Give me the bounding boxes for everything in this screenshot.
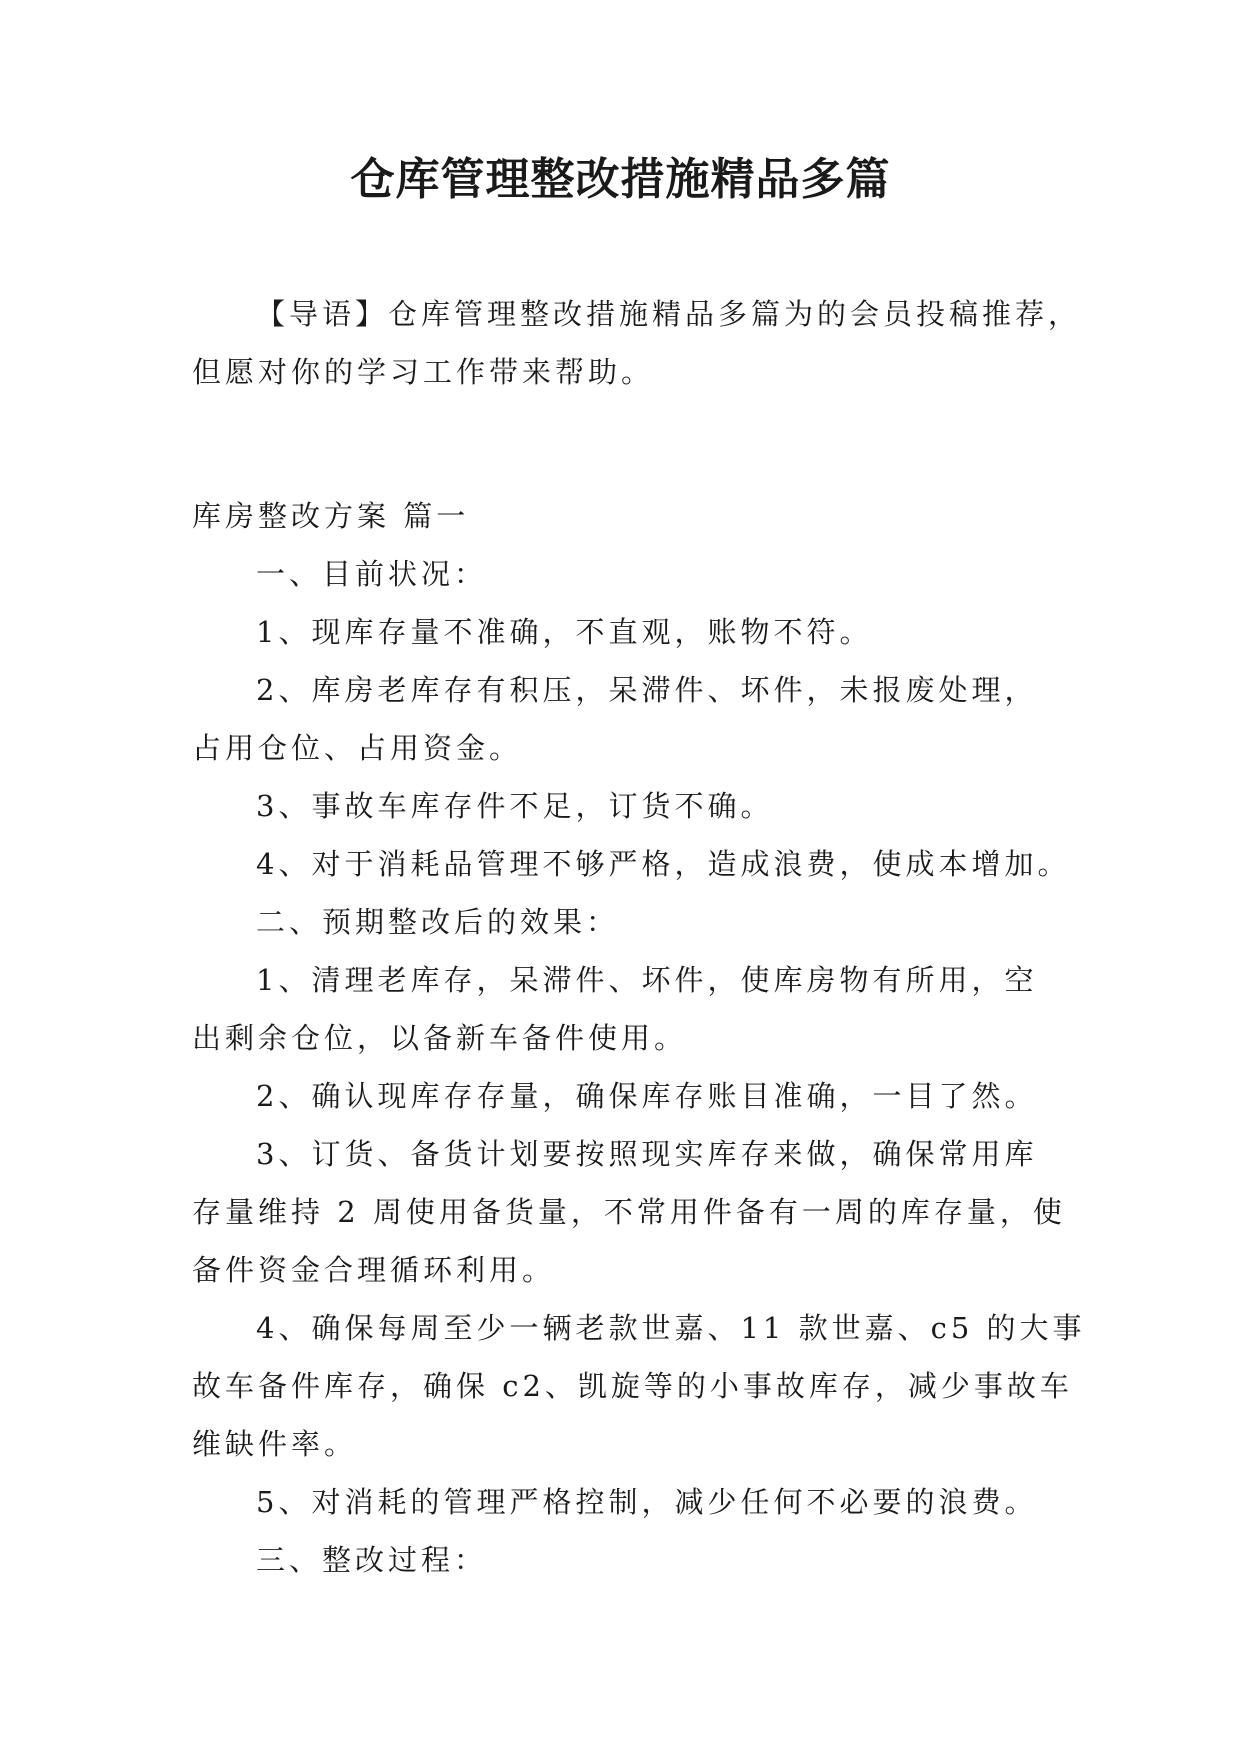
intro-line-2: 但愿对你的学习工作带来帮助。 (192, 355, 655, 389)
part1-item-4: 4、对于消耗品管理不够严格，造成浪费，使成本增加。 (256, 847, 1071, 881)
part1-item-1: 1、现库存量不准确，不直观，账物不符。 (256, 615, 873, 649)
part2-item-5: 5、对消耗的管理严格控制，减少任何不必要的浪费。 (256, 1485, 1038, 1519)
part2-item-3-line-2: 存量维持 2 周使用备货量，不常用件备有一周的库存量，使 (192, 1195, 1066, 1229)
section-heading: 库房整改方案 篇一 (192, 499, 470, 533)
part2-item-1-line-1: 1、清理老库存，呆滞件、坏件，使库房物有所用，空 (256, 963, 1038, 997)
part1-item-2-line-2: 占用仓位、占用资金。 (192, 731, 523, 765)
part2-heading: 二、预期整改后的效果： (256, 905, 620, 939)
part2-item-4-line-2: 故车备件库存，确保 c2、凯旋等的小事故库存，减少事故车 (192, 1369, 1073, 1403)
intro-line-1: 【导语】仓库管理整改措施精品多篇为的会员投稿推荐， (256, 297, 1082, 331)
part2-item-4-line-3: 维缺件率。 (192, 1427, 358, 1461)
part1-item-3: 3、事故车库存件不足，订货不确。 (256, 789, 774, 823)
paragraph-gap (192, 401, 1072, 487)
part2-item-3-line-3: 备件资金合理循环利用。 (192, 1253, 556, 1287)
part1-heading: 一、目前状况： (256, 557, 488, 591)
part2-item-1-line-2: 出剩余仓位，以备新车备件使用。 (192, 1021, 688, 1055)
part1-item-2-line-1: 2、库房老库存有积压，呆滞件、坏件，未报废处理， (256, 673, 1038, 707)
document-body (192, 285, 1086, 1589)
part2-item-4-line-1: 4、确保每周至少一辆老款世嘉、11 款世嘉、c5 的大事 (256, 1311, 1086, 1345)
part2-item-3-line-1: 3、订货、备货计划要按照现实库存来做，确保常用库 (256, 1137, 1038, 1171)
document-title: 仓库管理整改措施精品多篇 (350, 154, 891, 205)
part3-heading: 三、整改过程： (256, 1543, 488, 1577)
part2-item-2: 2、确认现库存存量，确保库存账目准确，一目了然。 (256, 1079, 1038, 1113)
